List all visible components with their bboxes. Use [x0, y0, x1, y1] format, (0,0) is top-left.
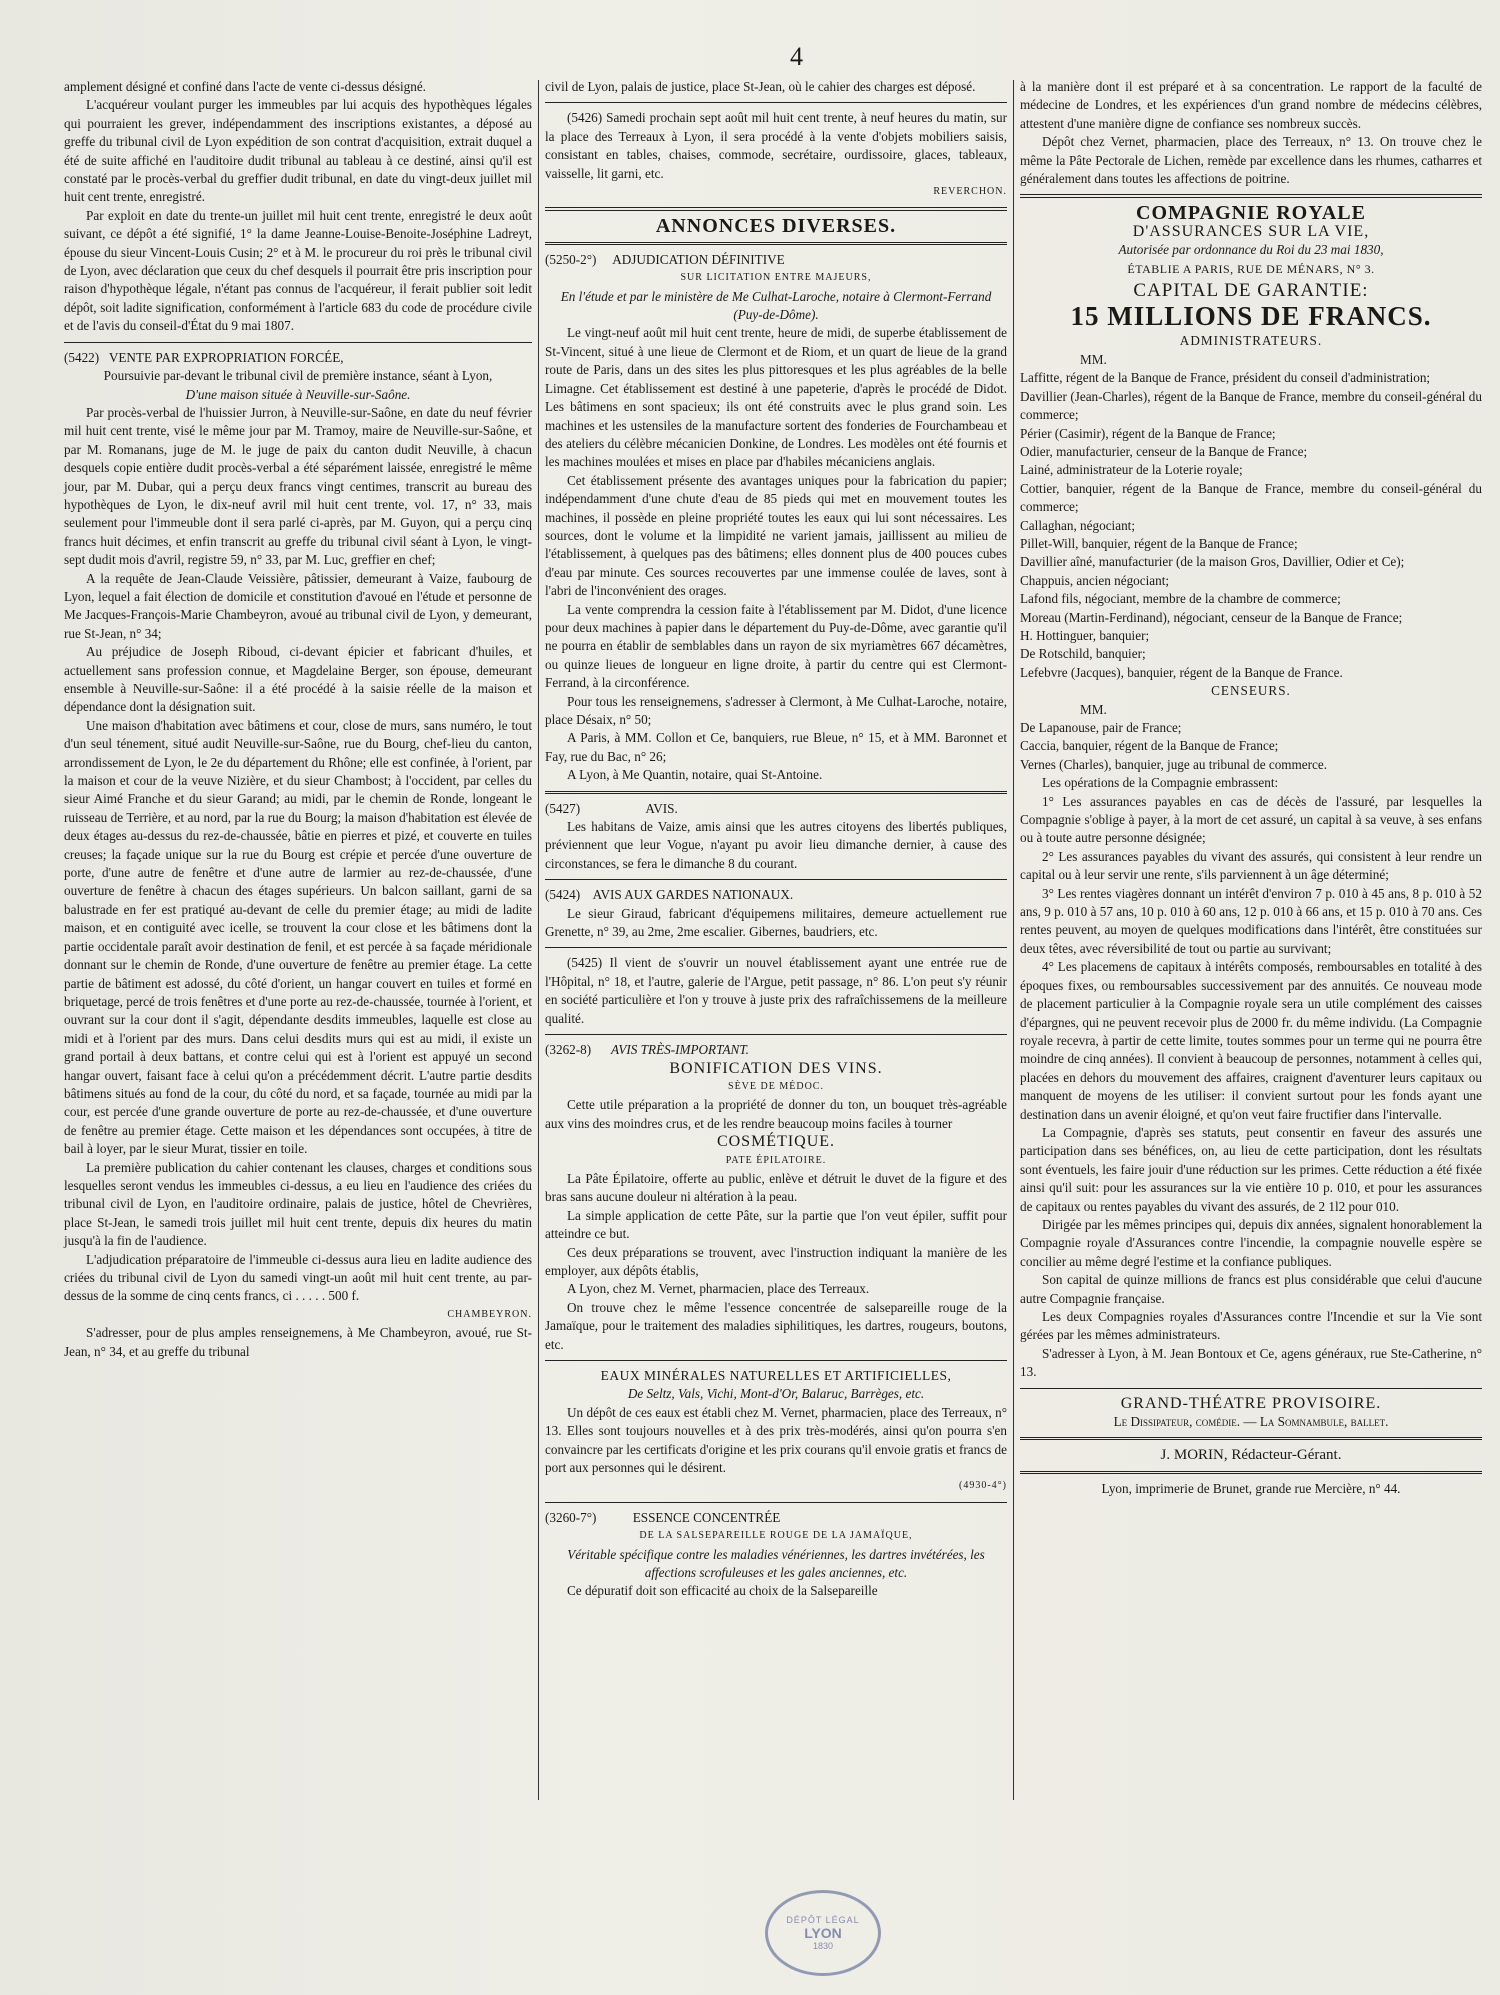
paragraph: A Paris, à MM. Collon et Ce, banquiers, rue Bleue, n° 15, et à MM. Baronnet et Fay, rue du Bac, n° 26;: [545, 730, 1007, 764]
divider: [545, 947, 1007, 948]
section-heading: ADMINISTRATEURS.: [1179, 333, 1323, 349]
notice-number: (5424): [545, 887, 581, 903]
notice-subtitle: BONIFICATION DES VINS.: [669, 1059, 883, 1077]
paragraph: La vente comprendra la cession faite à l'établissement par M. Didot, d'une licence pour deux machines à papier dans le département du Puy-de-Dôme, avec garantie qu'il ne pourra en établir de semblables dans un rayon de six myriamètres 667 décamètres, ou quinze lieues de longueur en ligne droite, à partir du centre qui est Clermont-Ferrand, à la circonférence.: [545, 601, 1007, 691]
section-heading: CENSEURS.: [1211, 683, 1291, 699]
divider: [1020, 194, 1482, 198]
divider: [1020, 1437, 1482, 1440]
printer-credit: Lyon, imprimerie de Brunet, grande rue Mercière, n° 44.: [1101, 1480, 1401, 1496]
column-rule: [538, 80, 539, 1800]
notice-number: (5250-2°): [545, 251, 597, 267]
paragraph: A Lyon, à Me Quantin, notaire, quai St-Antoine.: [567, 767, 823, 783]
paragraph: La Compagnie, d'après ses statuts, peut consentir en faveur des assurés une participation dans ses bénéfices, on, au lieu de cette participation, dont les résultats sont éventuels, les faire jouir d'une réduction sur les primes. Cette réduction a été fixée ainsi qu'il suit: pour les assurances sur la vie entière 10 p. 010, et pour les assurances de capitaux ou rentes payables du vivant des assurés, de 2 1l2 pour 010.: [1020, 1124, 1482, 1214]
divider: [545, 102, 1007, 103]
theatre-heading: GRAND-THÉATRE PROVISOIRE.: [1120, 1394, 1382, 1412]
paragraph: A la requête de Jean-Claude Veissière, pâtissier, demeurant à Vaize, faubourg de Lyon, lequel a fait élection de domicile et constitution d'avoué en l'étude et personne de Me Jacques-François-Marie Chambeyron, avoué au tribunal civil de Lyon, y demeurant, rue St-Jean, n° 34;: [64, 570, 532, 641]
paragraph: (5425) Il vient de s'ouvrir un nouvel établissement ayant une entrée rue de l'Hôpital, n° 18, et l'autre, galerie de l'Argue, petit passage, n° 86. L'on peut s'y réunir en société particulière et l'on y trouve à juste prix des rafraîchissemens de la meilleure qualité.: [545, 955, 1007, 1026]
notice-subtitle: En l'étude et par le ministère de Me Culhat-Laroche, notaire à Clermont-Ferrand (Puy-de-Dôme).: [560, 288, 992, 323]
notice-heading: [545, 1041, 1007, 1059]
list-item: Odier, manufacturier, censeur de la Banque de France;: [1020, 443, 1308, 459]
mm-label: MM.: [1080, 701, 1107, 717]
notice-heading: [545, 251, 1007, 269]
paragraph: Le sieur Giraud, fabricant d'équipemens militaires, demeure actuellement rue Grenette, n° 39, au 2me, 2me escalier. Gibernes, baudriers, etc.: [545, 905, 1007, 940]
paragraph: Dépôt chez Vernet, pharmacien, place des Terreaux, n° 13. On trouve chez le même la Pâte Pectorale de Lichen, remède par excellence dans les rhumes, catharres et généralement dans toutes les affections de poitrine.: [1020, 134, 1482, 187]
list-item: Lefebvre (Jacques), banquier, régent de la Banque de France.: [1020, 664, 1343, 680]
list-item: Davillier aîné, manufacturier (de la maison Gros, Davillier, Odier et Ce);: [1020, 554, 1405, 570]
library-stamp: [765, 1890, 881, 1976]
divider: [1020, 1388, 1482, 1389]
capital-heading: CAPITAL DE GARANTIE:: [1133, 280, 1369, 302]
notice-title: ESSENCE CONCENTRÉE: [632, 1509, 781, 1525]
notice-title: AVIS AUX GARDES NATIONAUX.: [592, 887, 794, 903]
paragraph: Une maison d'habitation avec bâtimens et cour, close de murs, sans numéro, le tout d'un seul ténement, situé audit Neuville-sur-Saône, rue du Bourg, chef-lieu du canton, arrondissement de Lyon, le 2e du département du Rhône; elle est confinée, à l'orient, par la maison et cour de la veuve Nizière, et du sieur Chambost; à l'occident, par celles du sieur Aimé Franche et du sieur Garand; au midi, par le chemin de Ronde, longeant le ruisseau de Terrière, et au nord, par la rue du Bourg; la maison d'habitation est élevée de deux étages au-dessus du rez-de-chaussée, bâtie en pierres et pizé, et couverte en tuiles creuses; la façade unique sur la rue du Bourg est crépie et percée d'une ouverture de porte, d'une autre de fenêtre et d'une autre de larmier au rez-de-chaussée, d'une ouverture de fenêtre à chacun des étages supérieurs. Un balcon saillant, garni de sa balustrade en fer est pratiqué au-devant de celle du premier étage; au midi de ladite maison, et en contiguité avec icelle, se trouvent la cour close et les bâtimens dont la partie occidentale paraît avoir destination de fenil, et est percée à sa façade méridionale donnant sur le chemin de Ronde, d'une ouverture de fenêtre au premier étage. La cette partie de bâtiment est adossé, du côté d'orient, un hangar couvert en tuiles et formé en briquetage, percé de trois fenêtres et d'une porte au rez-de-chaussée, tournée à l'orient, et ouvrant sur la cour dont il s'agit, dépendante desdits immeubles, laquelle est close au midi et à l'orient par des murs. Dans celui desdits murs qui est au midi, il existe un grand portail à deux battans, et contre celui qui est à l'orient est appuyé un second hangar ouvert, faisant face à celui qu'on a précédemment décrit. L'autre partie desdits bâtimens situés au fond de la cour, du côté du nord, et sa façade, tournée au midi par la cour, est percée d'une grande ouverture de porte au rez-de-chaussée, et d'une ouverture de fenêtre au premier étage. Cette maison et les dépendances sont occupées, à titre de bail à loyer, par le sieur Murat, tissier en toile.: [64, 717, 532, 1157]
divider: [545, 207, 1007, 211]
divider: [545, 791, 1007, 794]
signature: REVERCHON.: [933, 186, 1007, 198]
paragraph: Un dépôt de ces eaux est établi chez M. Vernet, pharmacien, place des Terreaux, n° 13. Elles sont toujours nouvelles et à des prix très-modérés, ainsi qu'on pourra s'en convaincre par les certificats d'origine et les prix courans qu'il envoie gratis et francs de port aux personnes qui le désirent.: [545, 1404, 1007, 1476]
divider: [545, 1360, 1007, 1361]
paragraph: Par procès-verbal de l'huissier Jurron, à Neuville-sur-Saône, en date du neuf février mil huit cent trente, visé le même jour par M. Tramoy, maire de Neuville-sur-Saône, et par M. Romanans, juge de M. le juge de paix du canton dudit Neuville, à chacun desquels copie entière dudit procès-verbal a été séparément laissée, enregistré le même jour, par M. Dubar, qui a perçu deux francs vingt centimes, transcrit au bureau des hypothèques de Lyon, le dix-neuf avril mil huit cent trente, vol. 17, n° 33, mais seulement pour l'immeuble dont il sera parlé ci-après, par M. Guyon, qui a perçu cinq francs huit décimes, et enfin transcrit au greffe du tribunal civil séant à Lyon, le vingt-sept dudit mois d'avril, registre 59, n° 33, par M. Luc, greffier en chef;: [64, 404, 532, 568]
stamp-text: 1830: [812, 1941, 834, 1951]
administrators-list: [1020, 369, 1482, 682]
divider: [64, 342, 532, 343]
notice-number: (5427): [545, 800, 581, 816]
column-3: [1020, 78, 1482, 1498]
paragraph: La simple application de cette Pâte, sur la partie que l'on veut épiler, suffit pour atteindre ce but.: [545, 1207, 1007, 1242]
list-item: Caccia, banquier, régent de la Banque de France;: [1020, 738, 1279, 754]
paragraph: Pour tous les renseignemens, s'adresser à Clermont, à Me Culhat-Laroche, notaire, place Désaix, n° 50;: [545, 693, 1007, 727]
paragraph: A Lyon, chez M. Vernet, pharmacien, place des Terreaux.: [567, 1281, 870, 1297]
paragraph: Son capital de quinze millions de francs est plus considérable que celui d'aucune autre Compagnie française.: [1020, 1272, 1482, 1306]
notice-title: VENTE PAR EXPROPRIATION FORCÉE,: [108, 349, 344, 365]
paragraph: Les opérations de la Compagnie embrassent:: [1042, 775, 1279, 791]
paragraph: Ces deux préparations se trouvent, avec l'instruction indiquant la manière de les employer, aux dépôts établis,: [545, 1244, 1007, 1278]
notice-subtitle: PATE ÉPILATOIRE.: [725, 1154, 827, 1166]
company-authorization: Autorisée par ordonnance du Roi du 23 mai 1830,: [1118, 242, 1384, 258]
paragraph: Cette utile préparation a la propriété de donner du ton, un bouquet très-agréable aux vins des moindres crus, et de les rendre beaucoup moins faciles à tourner: [545, 1097, 1007, 1131]
notice-title: EAUX MINÉRALES NATURELLES ET ARTIFICIELLES,: [600, 1368, 952, 1383]
paragraph: civil de Lyon, palais de justice, place St-Jean, où le cahier des charges est déposé.: [545, 79, 976, 94]
paragraph: (5426) Samedi prochain sept août mil huit cent trente, à neuf heures du matin, sur la place des Terreaux à Lyon, il sera procédé à la vente d'objets mobiliers saisis, consistant en tables, chaises, commode, secrétaire, ourdissoire, glaces, tableaux, vaisselle, lit garni, etc.: [545, 110, 1007, 181]
paragraph: L'acquéreur voulant purger les immeubles par lui acquis des hypothèques légales qui pourraient les grever, indépendamment des inscriptions existantes, a déposé au greffe du tribunal civil de Lyon expédition de son contrat d'acquisition, extrait duquel a été de suite affiché en l'auditoire dudit tribunal au tableau à ce destiné, ainsi qu'il est constaté par le procès-verbal du greffier dudit tribunal, en date du vingt-deux juillet mil huit cent trente, enregistré.: [64, 97, 532, 205]
divider: [545, 879, 1007, 880]
reference-number: (4930-4°): [959, 1480, 1007, 1492]
notice-heading: [64, 349, 532, 367]
divider: [545, 242, 1007, 245]
notice-subtitle: SÈVE DE MÉDOC.: [728, 1080, 824, 1092]
divider: [545, 1502, 1007, 1503]
paragraph: L'adjudication préparatoire de l'immeuble ci-dessus aura lieu en ladite audience des criées du tribunal civil de Lyon du samedi vingt-un août mil huit cent trente, au par-dessus de la somme de cinq cents francs, ci . . . . . 500 f.: [64, 1251, 532, 1304]
list-item: H. Hottinguer, banquier;: [1020, 627, 1150, 643]
list-item: Cottier, banquier, régent de la Banque de France, membre du conseil-général du commerce;: [1020, 480, 1482, 515]
notice-subtitle: DE LA SALSEPAREILLE ROUGE DE LA JAMAÏQUE,: [639, 1530, 913, 1542]
list-item: Lainé, administrateur de la Loterie royale;: [1020, 462, 1243, 478]
list-item: Pillet-Will, banquier, régent de la Banque de France;: [1020, 535, 1298, 551]
paragraph: Dirigée par les mêmes principes qui, depuis dix années, signalent honorablement la Compagnie royale d'Assurances contre l'incendie, la compagnie nouvelle espère se concilier au même degré l'estime et la confiance publiques.: [1020, 1216, 1482, 1269]
notice-subtitle: Véritable spécifique contre les maladies vénériennes, les dartres invétérées, les affections scrofuleuses et les gales anciennes, etc.: [567, 1546, 985, 1581]
list-item: Callaghan, négociant;: [1020, 517, 1135, 533]
notice-heading: [545, 886, 1007, 904]
theatre-programme: Le Dissipateur, comédie. — La Somnambule, ballet.: [1113, 1414, 1389, 1430]
divider: [1020, 1471, 1482, 1474]
paragraph: Au préjudice de Joseph Riboud, ci-devant épicier et fabricant d'huiles, et actuellement sans profession connue, et Magdelaine Berger, son épouse, demeurant ensemble à Neuville-sur-Saône: il a été procédé à la saisie réelle de la maison et dépendance dont la désignation suit.: [64, 644, 532, 715]
paragraph: à la manière dont il est préparé et à sa concentration. Le rapport de la faculté de médecine de Londres, et les expériences d'un grand nombre de médecins célèbres, attestent d'une manière digne de confiance ses nombreux succès.: [1020, 79, 1482, 131]
paragraph: Le vingt-neuf août mil huit cent trente, heure de midi, de superbe établissement de St-Vincent, situé à une lieue de Clermont et de Riom, et un quart de lieue de la grand route de Paris, dans un des sites les plus pittoresques et les plus agréables de la belle Limagne. Cet établissement est destiné à une papeterie, d'après le procédé de Didot. Les bâtimens en sont spacieux; ils ont été construits avec le plus grand soin. Les machines et les ustensiles de la manufacture sortent des fonderies de Fourchambeau et des ateliers du célèbre mécanicien Donkine, de Londres. Les modèles ont été fournis et les machines moulées et mises en place par d'habiles mécaniciens anglais.: [545, 325, 1007, 470]
company-subtitle: D'ASSURANCES SUR LA VIE,: [1132, 222, 1370, 240]
paragraph: Ce dépuratif doit son efficacité au choix de la Salsepareille: [567, 1583, 878, 1599]
page-number: 4: [790, 42, 803, 71]
list-item: De Lapanouse, pair de France;: [1020, 720, 1182, 735]
notice-subtitle: D'une maison située à Neuville-sur-Saône.: [185, 386, 411, 402]
list-item: Lafond fils, négociant, membre de la chambre de commerce;: [1020, 591, 1341, 607]
notice-number: (3260-7°): [545, 1509, 597, 1525]
stamp-text: LYON: [804, 1925, 842, 1941]
paragraph: 3° Les rentes viagères donnant un intérêt d'environ 7 p. 010 à 45 ans, 8 p. 010 à 52 ans, 9 p. 010 à 57 ans, 10 p. 010 à 60 ans, 12 p. 010 à 66 ans, et 15 p. 010 à 70 ans. Ces rentes peuvent, au moyen de quelques modifications dans l'intérêt, être constituées sur deux têtes, avec réversibilité de tout ou partie au survivant;: [1020, 885, 1482, 956]
list-item: Vernes (Charles), banquier, juge au tribunal de commerce.: [1020, 756, 1328, 772]
stamp-text: DÉPÔT LÉGAL: [786, 1915, 860, 1925]
notice-title: AVIS TRÈS-IMPORTANT.: [610, 1042, 749, 1058]
company-address: ÉTABLIE A PARIS, RUE DE MÉNARS, N° 3.: [1127, 261, 1375, 276]
list-item: Laffitte, régent de la Banque de France, président du conseil d'administration;: [1020, 370, 1431, 386]
notice-subtitle: SUR LICITATION ENTRE MAJEURS,: [680, 272, 872, 284]
paragraph: S'adresser à Lyon, à M. Jean Bontoux et Ce, agens généraux, rue Ste-Catherine, n° 13.: [1020, 1345, 1482, 1380]
notice-heading: [545, 800, 1007, 818]
paragraph: Cet établissement présente des avantages uniques pour la fabrication du papier; indépendamment d'une chute d'eau de 85 pieds qui met en mouvement toutes les machines, il possède en pleine propriété toutes les eaux qui lui sont nécessaires. Les sources, dont le volume et la limpidité ne varient jamais, jaillissent au milieu de l'établissement, à quelques pas des bâtimens; elles donnent plus de 400 pouces cubes d'eau par minute. Ces sources recouvertes par une immense coulée de laves, sont à l'abri de l'inconvénient des orages.: [545, 472, 1007, 599]
paragraph: Par exploit en date du trente-un juillet mil huit cent trente, enregistré le deux août suivant, ce dépôt a été signifié, 1° la dame Jeanne-Louise-Benoite-Joséphine Ladreyt, épouse du sieur Vincent-Louis Cusin; 2° et à M. le procureur du roi près le tribunal civil de Lyon, avec déclaration que ceux du chef desquels il pourrait être pris inscription pour raison d'hypothèque légale, n'étant pas connus de l'acquéreur, il ferait publier soit ledit dépôt, soit ladite signification, conformément à l'article 683 du code de procédure civile et de l'avis du conseil-d'État du 9 mai 1807.: [64, 207, 532, 334]
notice-subtitle: Poursuivie par-devant le tribunal civil de première instance, séant à Lyon,: [103, 368, 493, 384]
notice-subtitle: COSMÉTIQUE.: [716, 1133, 836, 1151]
paragraph: Les deux Compagnies royales d'Assurances contre l'Incendie et sur la Vie sont gérées par les mêmes administrateurs.: [1020, 1309, 1482, 1343]
paragraph: 2° Les assurances payables du vivant des assurés, qui consistent à leur rendre un capital ou à leur servir une rente, s'ils parviennent à un âge déterminé;: [1020, 848, 1482, 883]
paragraph: La Pâte Épilatoire, offerte au public, enlève et détruit le duvet de la figure et des bras sans aucune douleur ni altération à la peau.: [545, 1170, 1007, 1205]
paragraph: 4° Les placemens de capitaux à intérêts composés, remboursables en totalité à des époques fixes, ou remboursables successivement par des annuités. Ce nouveau mode de placement particulier à la Compagnie royale sera un utile complément des caisses d'épargnes, qui ne peuvent recevoir plus de 2000 fr. du même individu. (La Compagnie royale recevra, à partir de cette limite, toutes sommes pour un terme qui ne pourra être moindre de cinq années). Il convient à beaucoup de personnes, notamment à celles qui, placées en dehors du mouvement des affaires, craignent d'aventurer leurs capitaux ou manquent de moyens de les utiliser: il convient surtout pour les fonds ayant une destination dans un avenir éloigné, et qu'on veut faire fructifier dans l'intervalle.: [1020, 959, 1482, 1122]
column-rule: [1013, 80, 1014, 1800]
company-title: COMPAGNIE ROYALE: [1136, 202, 1366, 225]
paragraph: On trouve chez le même l'essence concentrée de salsepareille rouge de la Jamaïque, pour le traitement des maladies siphilitiques, les dartres, rougeurs, boutons, etc.: [545, 1299, 1007, 1352]
list-item: Davillier (Jean-Charles), régent de la Banque de France, membre du conseil-général du commerce;: [1020, 388, 1482, 423]
paragraph: Les habitans de Vaize, amis ainsi que les autres citoyens des libertés publiques, préviennent que leur Vogue, n'ayant pu avoir lieu dimanche dernier, à cause des circonstances, se fera le dimanche 8 du courant.: [545, 819, 1007, 871]
list-item: Moreau (Martin-Ferdinand), négociant, censeur de la Banque de France;: [1020, 609, 1403, 625]
editor-credit: J. MORIN, Rédacteur-Gérant.: [1160, 1447, 1342, 1464]
capital-amount: 15 MILLIONS DE FRANCS.: [1070, 301, 1432, 332]
notice-number: (3262-8): [545, 1042, 592, 1058]
paragraph: 1° Les assurances payables en cas de décès de l'assuré, par lesquelles la Compagnie s'oblige à payer, à la mort de cet assuré, un capital à sa veuve, à ses enfans ou à toute autre personne désignée;: [1020, 793, 1482, 846]
paragraph: S'adresser, pour de plus amples renseignemens, à Me Chambeyron, avoué, rue St-Jean, n° 34, et au greffe du tribunal: [64, 1325, 532, 1359]
column-1: [64, 78, 532, 1361]
paragraph: amplement désigné et confiné dans l'acte de vente ci-dessus désigné.: [64, 79, 426, 94]
list-item: Périer (Casimir), régent de la Banque de France;: [1020, 425, 1276, 441]
notice-title: AVIS.: [645, 800, 678, 816]
censors-list: [1020, 719, 1482, 774]
list-item: De Rotschild, banquier;: [1020, 646, 1146, 662]
list-item: Chappuis, ancien négociant;: [1020, 572, 1170, 588]
signature: CHAMBEYRON.: [447, 1308, 532, 1320]
notice-subtitle: De Seltz, Vals, Vichi, Mont-d'Or, Balaruc, Barrèges, etc.: [627, 1386, 925, 1402]
notice-number: (5422): [64, 349, 100, 365]
notice-title: ADJUDICATION DÉFINITIVE: [612, 251, 785, 267]
column-2: [545, 78, 1007, 1601]
divider: [545, 1034, 1007, 1035]
mm-label: MM.: [1080, 351, 1107, 367]
notice-heading: [545, 1509, 1007, 1527]
paragraph: La première publication du cahier contenant les clauses, charges et conditions sous lesquelles seront vendus les immeubles ci-dessus, a eu lieu en l'audience des criées du tribunal civil de Lyon, en l'auditoire ordinaire, palais de justice, hôtel de Chevrières, place St-Jean, le samedi trois juillet mil huit cent trente, depuis dix heures du matin jusqu'à la fin de l'audience.: [64, 1159, 532, 1249]
section-title: ANNONCES DIVERSES.: [655, 215, 897, 238]
